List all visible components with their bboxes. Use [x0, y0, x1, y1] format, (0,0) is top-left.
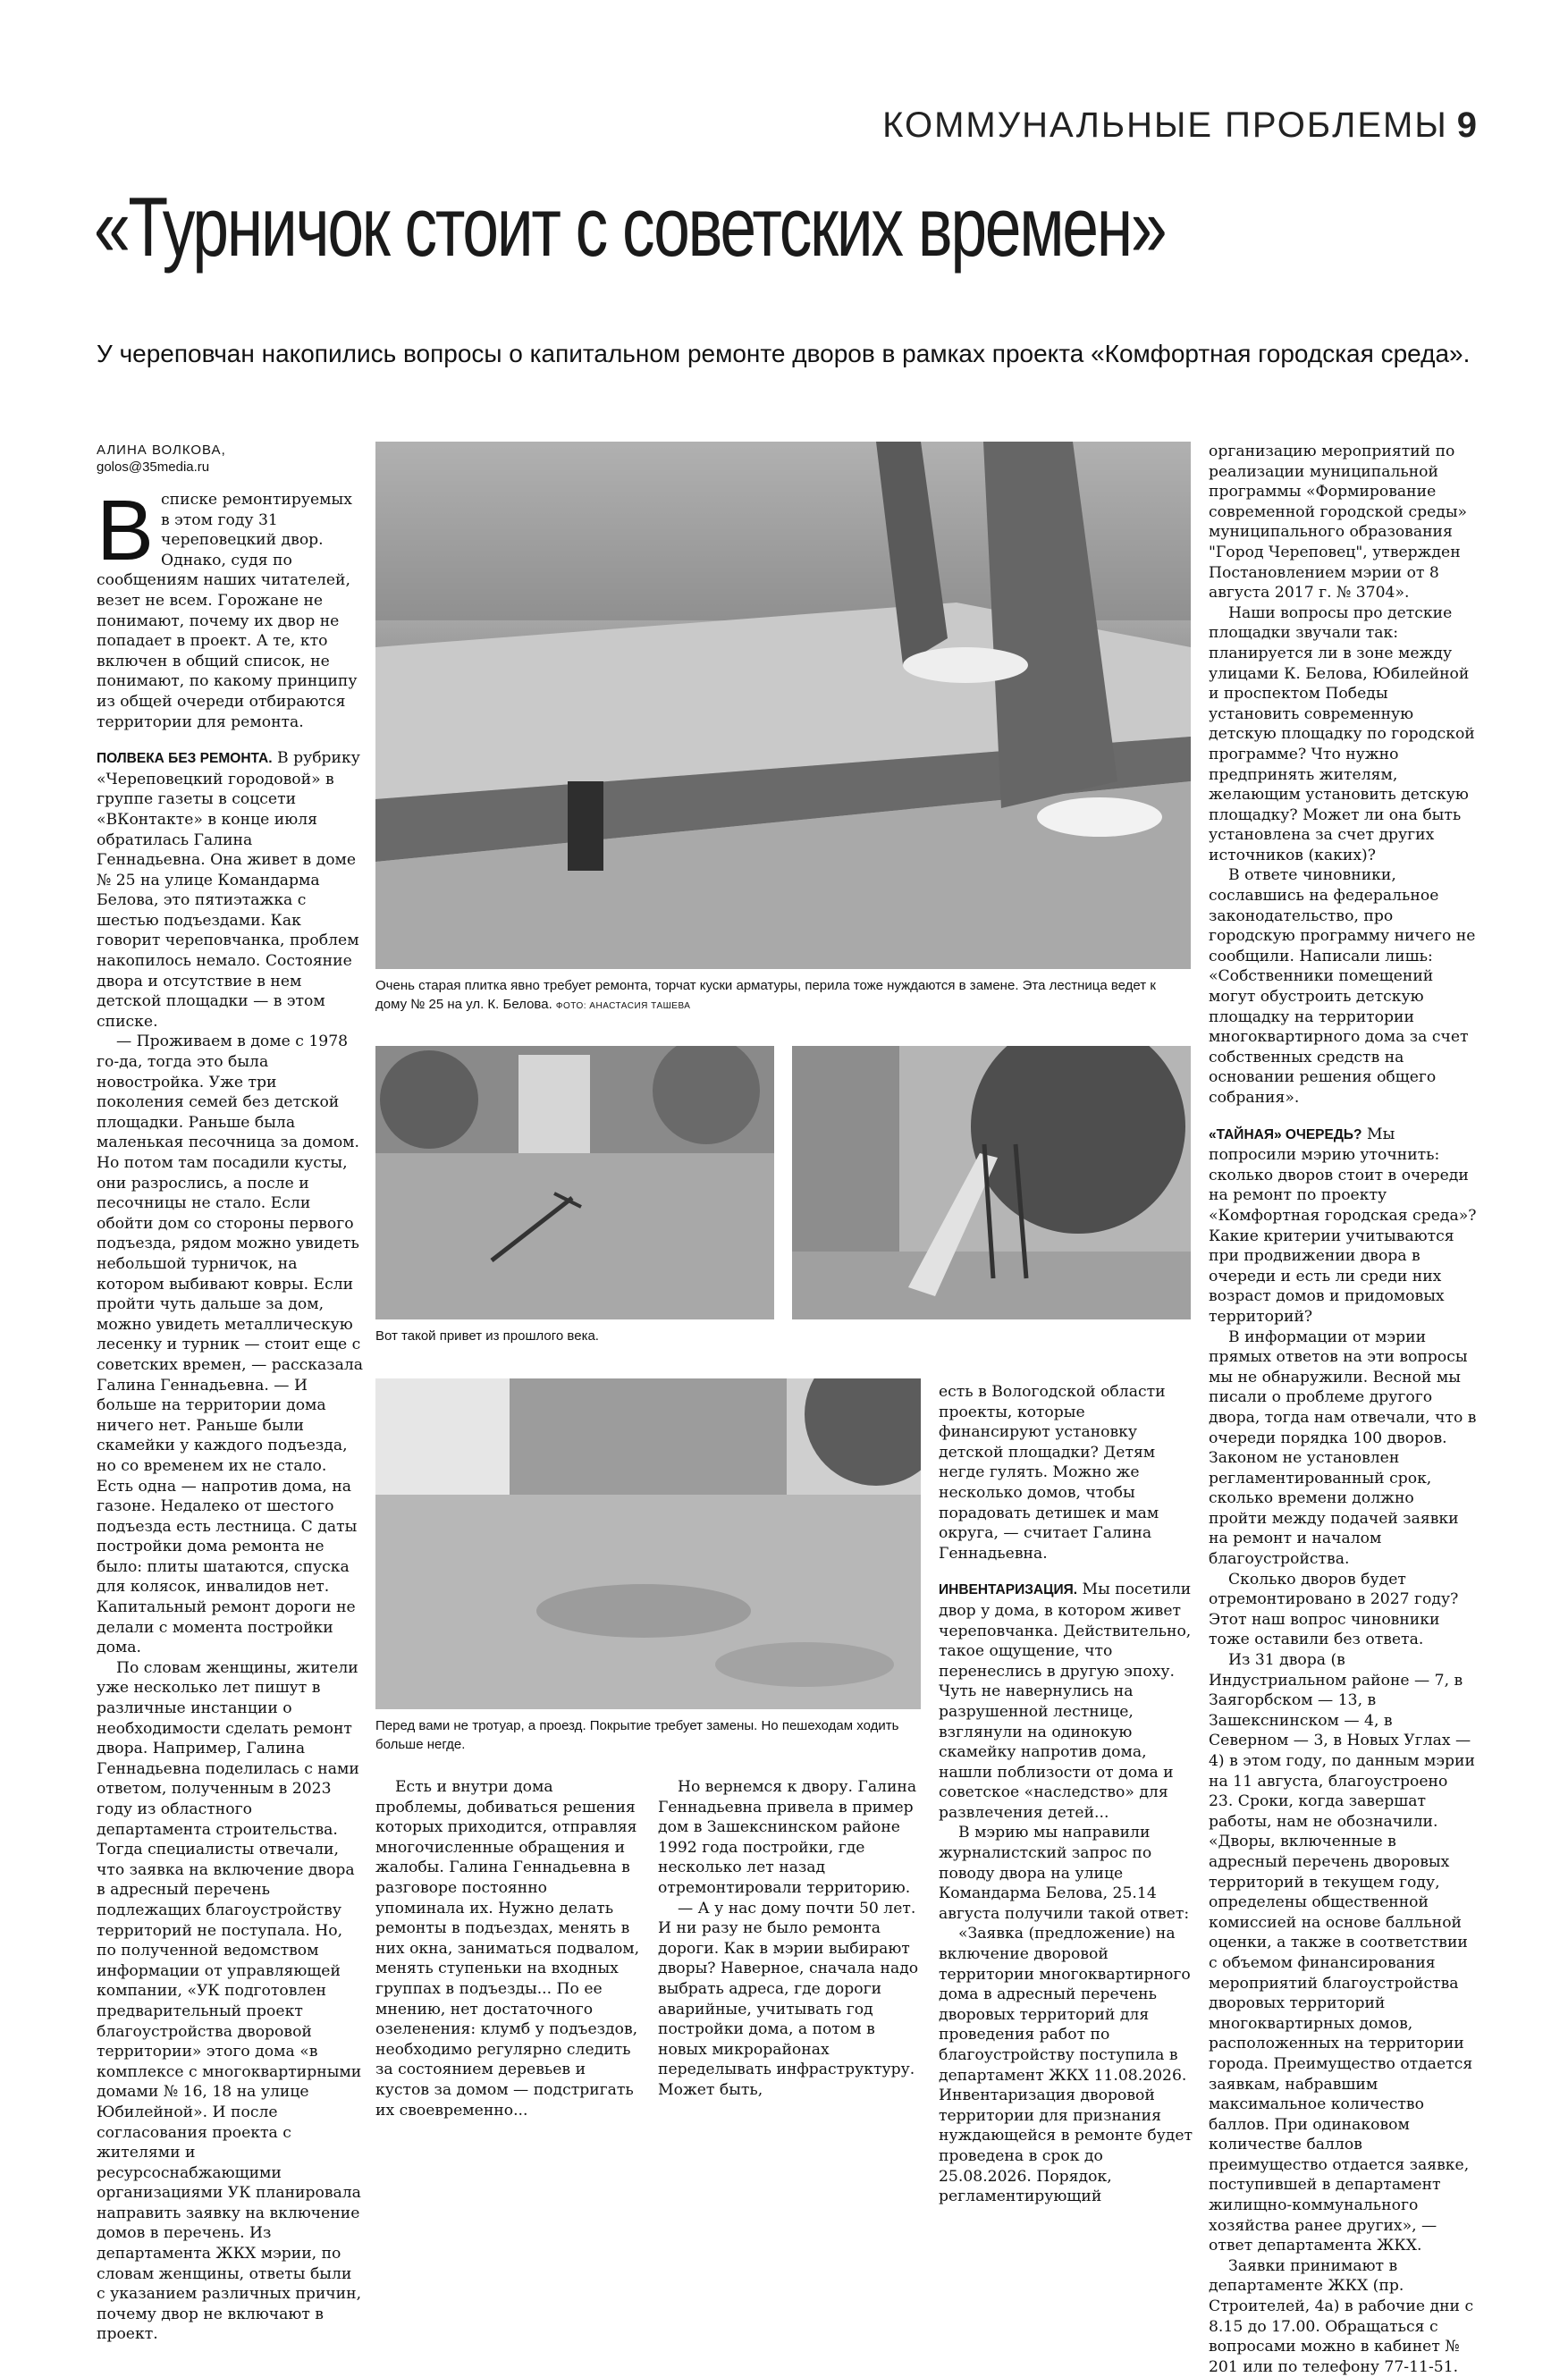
photo-stairs-image	[375, 442, 1191, 969]
subhead: У череповчан накопились вопросы о капитальном ремонте дворов в рамках проекта «Комфортная городская среда».	[97, 340, 1471, 367]
column-3	[658, 1777, 923, 2101]
column-2	[375, 1777, 640, 2120]
photo-playground-slide	[792, 1046, 1191, 1319]
paragraph: Есть и внутри дома проблемы, добиваться решения которых приходится, отправляя многочисленные обращения и жалобы. Галина Геннадьевна в разговоре постоянно упоминала их. Нужно делать ремонты в подъездах, менять в них окна, заниматься подвалом, менять ступеньки на входных группах в подъезды... По ее мнению, нет достаточного озеленения: клумб у подъездов, необходимо регулярно следить за состоянием деревьев и кустов за домом — подстригать их своевременно...	[375, 1778, 640, 2120]
section-lead: «ТАЙНАЯ» ОЧЕРЕДЬ?	[1209, 1126, 1362, 1142]
paragraph: есть в Вологодской области проекты, которые финансируют установку детской площадки? Детям негде гулять. Можно же несколько домов, чтобы порадовать детишек и мам округа, — считает Галина Геннадьевна.	[939, 1383, 1166, 1563]
paragraph: В ответе чиновники, сославшись на федеральное законодательство, про городскую программу ничего не сообщили. Написали лишь: «Собственники помещений могут обустроить детскую площадку на территории многоквартирного дома за счет собственных средств на основании решения общего собрания».	[1209, 866, 1476, 1107]
section-header	[882, 105, 1479, 146]
headline: «Турничок стоит с советских времен»	[94, 180, 1166, 274]
caption-photo-road: Перед вами не тротуар, а проезд. Покрытие требует замены. Но пешеходам ходить больше негде.	[375, 1718, 899, 1752]
paragraph: организацию мероприятий по реализации муниципальной программы «Формирование современной городской среды» муниципального образования "Город Череповец", утвержден Постановлением мэрии от 8 августа 2017 г. № 3704».	[1209, 443, 1468, 603]
paragraph: Наши вопросы про детские площадки звучали так: планируется ли в зоне между улицами К. Белова, Юбилейной и проспектом Победы установить современную детскую площадку по городской программе? Что нужно предпринять жителям, желающим установить детскую площадку? Может ли она быть установлена за счет других источников (каких)?	[1209, 603, 1475, 864]
photo-stairs	[375, 442, 1191, 969]
paragraph: В мэрию мы направили журналистский запрос по поводу двора на улице Командарма Белова, 25.14 августа получили такой ответ:	[939, 1824, 1190, 1923]
photo-turnik-image	[375, 1046, 774, 1319]
section-lead: ИНВЕНТАРИЗАЦИЯ.	[939, 1582, 1078, 1598]
photo-credit: ФОТО: АНАСТАСИЯ ТАШЕВА	[555, 1001, 691, 1011]
photo-road	[375, 1378, 921, 1709]
byline	[97, 442, 365, 476]
photo-slide-image	[792, 1046, 1191, 1319]
paragraph: ИНВЕНТАРИЗАЦИЯ. Мы посетили двор у дома, в котором живет череповчанка. Действительно, такое ощущение, что перенеслись в другую эпоху. Чуть не навернулись на разрушенной лестнице, взглянули на одинокую скамейку напротив дома, нашли поблизости от дома и советское «наследство» для развлечения детей...	[939, 1580, 1192, 1822]
paragraph: — А у нас дому почти 50 лет. И ни разу не было ремонта дороги. Как в мэрии выбирают дворы? Наверное, сначала надо выбрать адреса, где дороги аварийные, учитывать год постройки дома, а потом в новых микрорайонах переделывать инфраструктуру. Может быть,	[658, 1899, 919, 2099]
paragraph: «Заявка (предложение) на включение дворовой территории многоквартирного дома в адресный перечень дворовых территорий для проведения работ по благоустройству поступила в департамент ЖКХ 11.08.2026. Инвентаризация дворовой территории для признания нуждающейся в ремонте будет проведена в срок до 25.08.2026. Порядок, регламентирующий	[939, 1925, 1193, 2206]
paragraph: Сколько дворов будет отремонтировано в 2027 году? Этот наш вопрос чиновники тоже оставили без ответа.	[1209, 1570, 1459, 1649]
intro-paragraph: списке ремонтируемых в этом году 31 череповецкий двор. Однако, судя по сообщениям наших читателей, везет не всем. Горожане не понимают, почему их двор не попадает в проект. А те, кто включен в общий список, не понимают, по какому принципу из общей очереди отбираются территории для ремонта.	[97, 491, 358, 731]
paragraph: ПОЛВЕКА БЕЗ РЕМОНТА. В рубрику «Череповецкий городовой» в группе газеты в соцсети «ВКонтакте» в конце июля обратилась Галина Геннадьевна. Она живет в доме № 25 на улице Командарма Белова, это пятиэтажка с шестью подъездами. Как говорит череповчанка, проблем накопилось немало. Состояние двора и отсутствие в нем детской площадки — в этом списке.	[97, 749, 360, 1031]
photo-road-image	[375, 1378, 921, 1709]
caption-photo-stairs: Очень старая плитка явно требует ремонта, торчат куски арматуры, перила тоже нуждаются в замене. Эта лестница ведет к дому № 25 на ул. К. Белова. ФОТО: АНАСТАСИЯ ТАШЕВА	[375, 978, 1156, 1012]
column-4	[939, 1382, 1200, 2207]
photo-playground-turnik	[375, 1046, 774, 1319]
column-5	[1209, 442, 1477, 2377]
caption-photo-turnik: Вот такой привет из прошлого века.	[375, 1328, 599, 1344]
author-email: golos@35media.ru	[97, 459, 210, 475]
paragraph: — Проживаем в доме с 1978 го-да, тогда это была новостройка. Уже три поколения семей без детской площадки. Раньше была маленькая песочница за домом. Но потом там посадили кусты, они разрослись, а после и песочницы не стало. Если обойти дом со стороны первого подъезда, рядом можно увидеть небольшой турничок, на котором выбивают ковры. Если пройти чуть дальше за дом, можно увидеть металлическую лесенку и турник — стоит еще с советских времен, — рассказала Галина Геннадьевна. — И больше на территории дома ничего нет. Раньше были скамейки у каждого подъезда, но со временем их не стало. Есть одна — напротив дома, на газоне. Недалеко от шестого подъезда есть лестница. С даты постройки дома ремонта не было: плиты шатаются, спуска для колясок, инвалидов нет. Капитальный ремонт дороги не делали с момента постройки дома.	[97, 1033, 364, 1657]
dropcap: В	[97, 483, 155, 578]
page-number: 9	[1456, 105, 1479, 145]
section-lead: ПОЛВЕКА БЕЗ РЕМОНТА.	[97, 751, 273, 767]
author-name: АЛИНА ВОЛКОВА,	[97, 443, 226, 458]
paragraph: «ТАЙНАЯ» ОЧЕРЕДЬ? Мы попросили мэрию уточнить: сколько дворов стоит в очереди на ремонт по проекту «Комфортная городская среда»? Какие критерии учитываются при продвижении двора в очереди и есть ли среди них возраст домов и придомовых территорий?	[1209, 1125, 1477, 1326]
paragraph: В информации от мэрии прямых ответов на эти вопросы мы не обнаружили. Весной мы писали о проблеме другого двора, тогда нам отвечали, что в очереди порядка 100 дворов. Законом не установлен регламентированный срок, сколько времени должно пройти между подачей заявки на ремонт и началом благоустройства.	[1209, 1328, 1477, 1569]
paragraph: Но вернемся к двору. Галина Геннадьевна привела в пример дом в Зашекснинском районе 1992 года постройки, где несколько лет назад отремонтировали территорию.	[658, 1778, 917, 1897]
column-1	[97, 483, 365, 2345]
paragraph: Из 31 двора (в Индустриальном районе — 7, в Заягорбском — 13, в Зашекснинском — 4, в Северном — 3, в Новых Углах — 4) в этом году, по данным мэрии на 11 августа, благоустроено 23. Сроки, когда завершат работы, нам не обозначили. «Дворы, включенные в адресный перечень дворовых территорий в текущем году, определены общественной комиссией на основе балльной оценки, а также в соответствии с объемом финансирования мероприятий благоустройства дворовых территорий многоквартирных домов, расположенных на территории города. Преимущество отдается заявкам, набравшим максимальное количество баллов. При одинаковом количестве баллов преимущество отдается заявке, поступившей в департамент жилищно-коммунального хозяйства ранее других», — ответ департамента ЖКХ.	[1209, 1651, 1475, 2255]
paragraph: По словам женщины, жители уже несколько лет пишут в различные инстанции о необходимости сделать ремонт двора. Например, Галина Геннадьевна поделилась с нами ответом, полученным в 2023 году из областного департамента строительства. Тогда специалисты отвечали, что заявка на включение двора в адресный перечень подлежащих благоустройству территорий не поступала. Но, по полученной ведомством информации от управляющей компании, «УК подготовлен предварительный проект благоустройства дворовой территории» этого дома «в комплексе с многоквартирными домами № 16, 18 на улице Юбилейной». И после согласования проекта с жителями и ресурсоснабжающими организациями УК планировала направить заявку на включение домов в перечень. Из департамента ЖКХ мэрии, по словам женщины, ответы были с указанием различных причин, почему двор не включают в проект.	[97, 1658, 362, 2344]
paragraph: Заявки принимают в департаменте ЖКХ (пр. Строителей, 4а) в рабочие дни с 8.15 до 17.00. Обращаться с вопросами можно в кабинет № 201 или по телефону 77-11-51.	[1209, 2256, 1474, 2376]
section-title: КОММУНАЛЬНЫЕ ПРОБЛЕМЫ	[882, 105, 1448, 145]
